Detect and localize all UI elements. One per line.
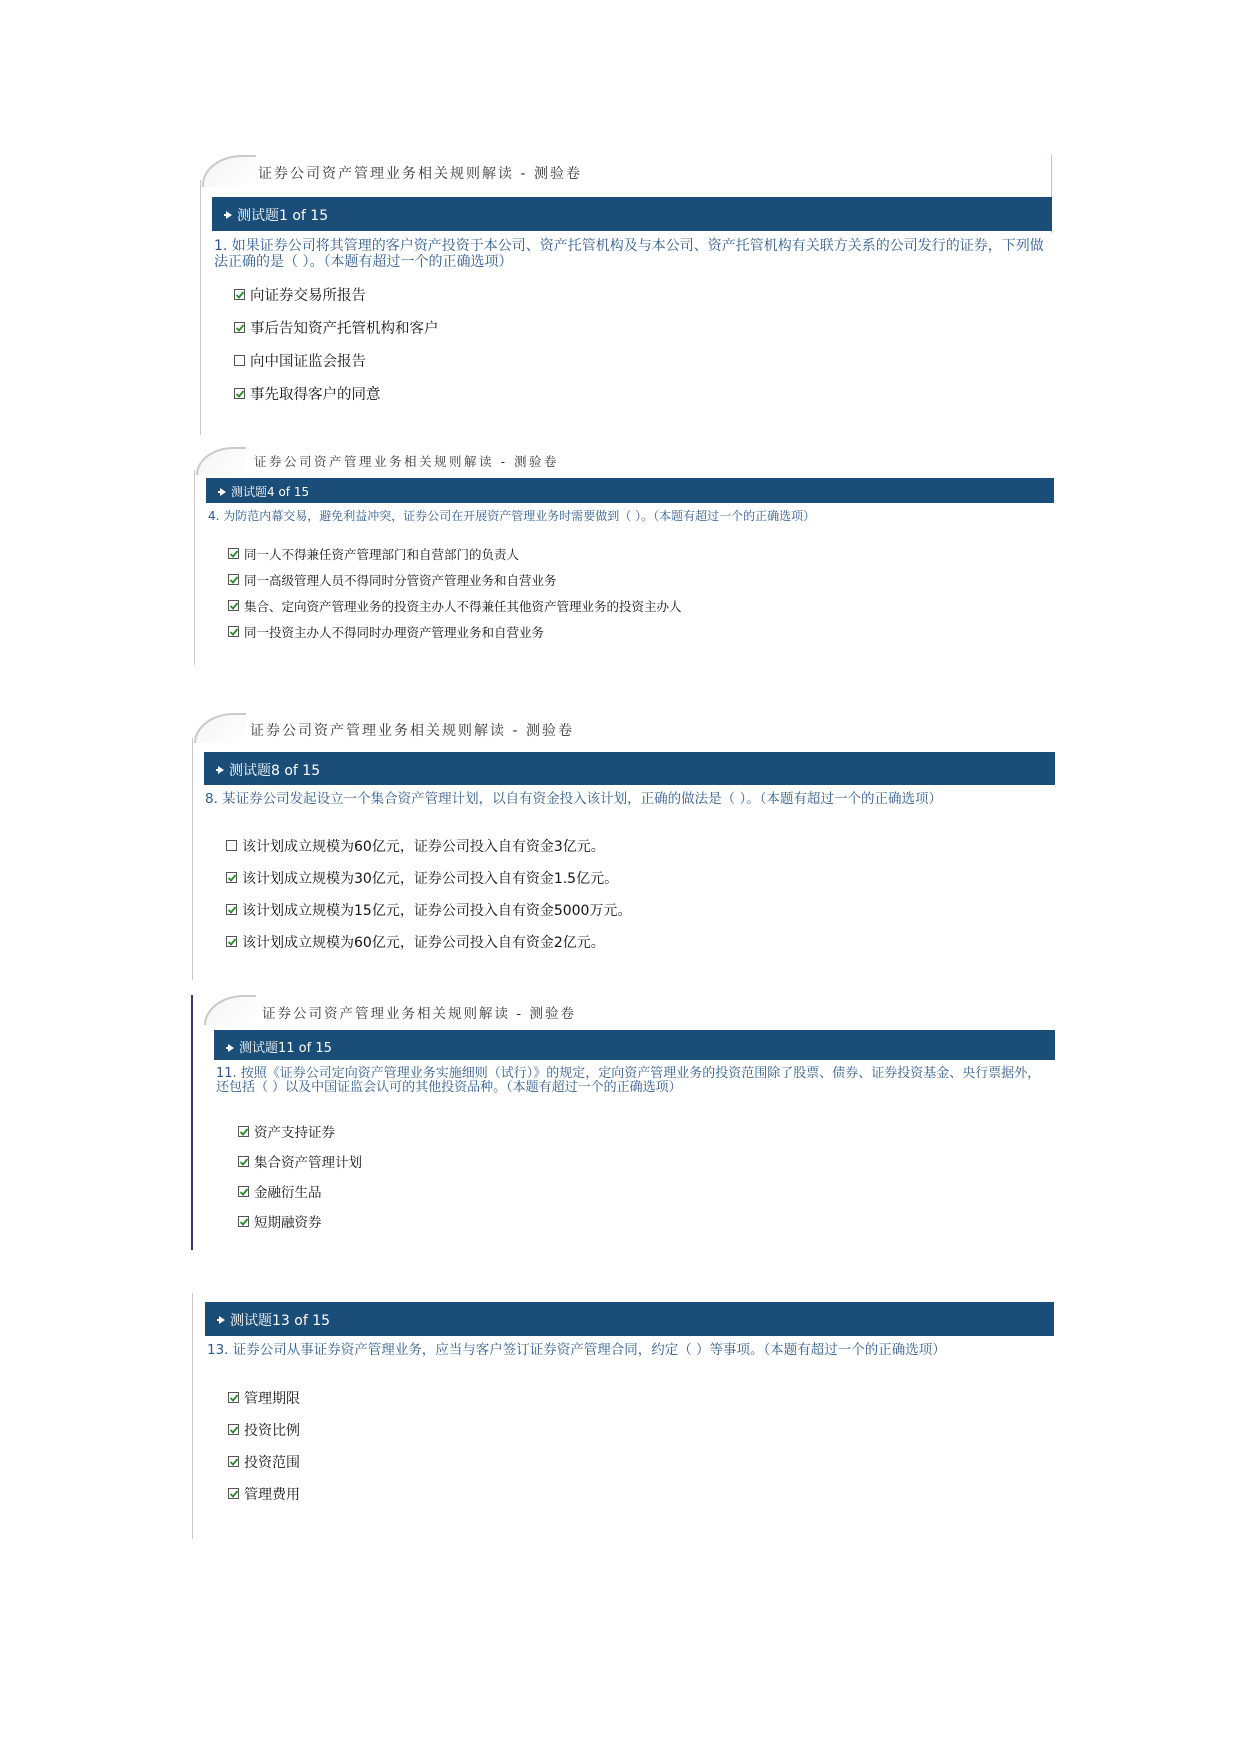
checkmark-icon [229, 627, 239, 637]
checkmark-icon [239, 1127, 249, 1137]
option-row[interactable] [238, 1121, 335, 1141]
question-number: 测试题4 of 15 [231, 485, 310, 499]
question-number: 测试题13 of 15 [230, 1313, 331, 1329]
option-row[interactable] [228, 545, 519, 563]
question-text: 11. 按照《证券公司定向资产管理业务实施细则（试行）》的规定，定向资产管理业务的投资范围除了股票、债券、证券投资基金、央行票据外，还包括（ ）以及中国证监会认可的其他投资品种。（本题有超过一个的正确选项） [216, 1066, 1041, 1096]
option-label: 向证券交易所报告 [250, 288, 366, 304]
question-header-bar [204, 752, 1055, 785]
card-border [200, 180, 201, 435]
checkmark-icon [239, 1217, 249, 1227]
option-row[interactable] [234, 317, 439, 338]
checkmark-icon [229, 1425, 239, 1435]
page-curl-decoration [194, 713, 246, 743]
checkbox[interactable] [228, 574, 239, 585]
arrow-icon [218, 766, 224, 774]
quiz-title: 证券公司资产管理业务相关规则解读 - 测验卷 [262, 1006, 576, 1022]
checkbox[interactable] [234, 388, 245, 399]
question-number: 测试题1 of 15 [237, 208, 329, 224]
checkbox[interactable] [234, 289, 245, 300]
option-label: 事后告知资产托管机构和客户 [250, 321, 439, 337]
checkmark-icon [229, 549, 239, 559]
question-header-bar [212, 197, 1052, 231]
option-label: 该计划成立规模为60亿元，证券公司投入自有资金3亿元。 [242, 839, 605, 855]
checkbox[interactable] [238, 1216, 249, 1227]
quiz-title: 证券公司资产管理业务相关规则解读 - 测验卷 [254, 454, 559, 469]
checkbox[interactable] [226, 872, 237, 883]
option-label: 该计划成立规模为15亿元，证券公司投入自有资金5000万元。 [242, 903, 632, 919]
option-label: 事先取得客户的同意 [250, 387, 381, 403]
arrow-icon [228, 1044, 234, 1052]
option-row[interactable] [234, 284, 366, 305]
page-curl-decoration [204, 995, 256, 1025]
option-label: 同一高级管理人员不得同时分管资产管理业务和自营业务 [244, 573, 557, 588]
checkbox[interactable] [234, 322, 245, 333]
checkbox[interactable] [228, 1392, 239, 1403]
card-border [192, 738, 193, 980]
option-label: 该计划成立规模为30亿元，证券公司投入自有资金1.5亿元。 [242, 871, 619, 887]
option-row[interactable] [228, 1388, 300, 1408]
checkmark-icon [235, 290, 245, 300]
option-row[interactable] [226, 900, 631, 920]
option-row[interactable] [228, 1452, 300, 1472]
checkmark-icon [229, 1489, 239, 1499]
option-row[interactable] [238, 1151, 362, 1171]
arrow-icon [226, 211, 232, 219]
option-row[interactable] [226, 868, 618, 888]
checkbox[interactable] [228, 600, 239, 611]
checkmark-icon [239, 1157, 249, 1167]
checkmark-icon [235, 389, 245, 399]
option-label: 管理费用 [244, 1487, 300, 1503]
checkmark-icon [229, 601, 239, 611]
option-label: 同一投资主办人不得同时办理资产管理业务和自营业务 [244, 625, 545, 640]
quiz-title: 证券公司资产管理业务相关规则解读 - 测验卷 [258, 166, 582, 182]
option-row[interactable] [234, 350, 366, 371]
option-row[interactable] [234, 383, 381, 404]
option-label: 投资范围 [244, 1455, 300, 1471]
arrow-icon [220, 488, 226, 496]
checkmark-icon [239, 1187, 249, 1197]
option-label: 集合资产管理计划 [254, 1155, 362, 1171]
option-label: 同一人不得兼任资产管理部门和自营部门的负责人 [244, 547, 520, 562]
checkmark-icon [229, 1393, 239, 1403]
checkmark-icon [227, 937, 237, 947]
quiz-title: 证券公司资产管理业务相关规则解读 - 测验卷 [250, 723, 574, 739]
checkbox[interactable] [234, 355, 245, 366]
page-curl-decoration [202, 155, 256, 187]
card-border [194, 470, 195, 665]
checkbox[interactable] [228, 1456, 239, 1467]
option-label: 资产支持证券 [254, 1125, 335, 1141]
checkbox[interactable] [238, 1156, 249, 1167]
checkbox[interactable] [228, 626, 239, 637]
option-row[interactable] [228, 597, 682, 615]
question-text: 4. 为防范内幕交易，避免利益冲突，证券公司在开展资产管理业务时需要做到（ ）。（本题有超过一个的正确选项） [208, 509, 816, 523]
option-row[interactable] [228, 1484, 300, 1504]
option-row[interactable] [228, 1420, 300, 1440]
checkbox[interactable] [238, 1186, 249, 1197]
card-border [192, 1293, 193, 1539]
checkbox[interactable] [226, 840, 237, 851]
checkbox[interactable] [228, 548, 239, 559]
option-label: 短期融资券 [254, 1215, 322, 1231]
question-text: 1. 如果证券公司将其管理的客户资产投资于本公司、资产托管机构及与本公司、资产托管机构有关联方关系的公司发行的证券，下列做法正确的是（ ）。（本题有超过一个的正确选项） [214, 238, 1044, 271]
option-label: 集合、定向资产管理业务的投资主办人不得兼任其他资产管理业务的投资主办人 [244, 599, 682, 614]
option-row[interactable] [238, 1181, 322, 1201]
option-row[interactable] [226, 932, 605, 952]
option-label: 投资比例 [244, 1423, 300, 1439]
checkmark-icon [229, 1457, 239, 1467]
checkbox[interactable] [226, 904, 237, 915]
option-label: 金融衍生品 [254, 1185, 322, 1201]
option-row[interactable] [238, 1211, 322, 1231]
checkmark-icon [227, 873, 237, 883]
checkbox[interactable] [238, 1126, 249, 1137]
checkmark-icon [229, 575, 239, 585]
arrow-icon [219, 1316, 225, 1324]
checkbox[interactable] [228, 1424, 239, 1435]
option-row[interactable] [228, 571, 557, 589]
option-label: 管理期限 [244, 1391, 300, 1407]
question-number: 测试题11 of 15 [239, 1041, 332, 1056]
option-row[interactable] [228, 623, 544, 641]
question-text: 13. 证券公司从事证券资产管理业务，应当与客户签订证券资产管理合同，约定（ ）等事项。（本题有超过一个的正确选项） [207, 1342, 946, 1358]
question-header-bar [206, 478, 1054, 503]
checkmark-icon [235, 323, 245, 333]
option-row[interactable] [226, 836, 605, 856]
question-number: 测试题8 of 15 [229, 763, 321, 779]
checkmark-icon [227, 905, 237, 915]
checkbox[interactable] [226, 936, 237, 947]
option-label: 该计划成立规模为60亿元，证券公司投入自有资金2亿元。 [242, 935, 605, 951]
question-header-bar [205, 1302, 1054, 1336]
question-header-bar [214, 1030, 1055, 1060]
checkbox[interactable] [228, 1488, 239, 1499]
question-text: 8. 某证券公司发起设立一个集合资产管理计划，以自有资金投入该计划，正确的做法是（ ）。（本题有超过一个的正确选项） [205, 791, 942, 807]
card-border [191, 995, 193, 1250]
option-label: 向中国证监会报告 [250, 354, 366, 370]
page-curl-decoration [196, 447, 246, 475]
